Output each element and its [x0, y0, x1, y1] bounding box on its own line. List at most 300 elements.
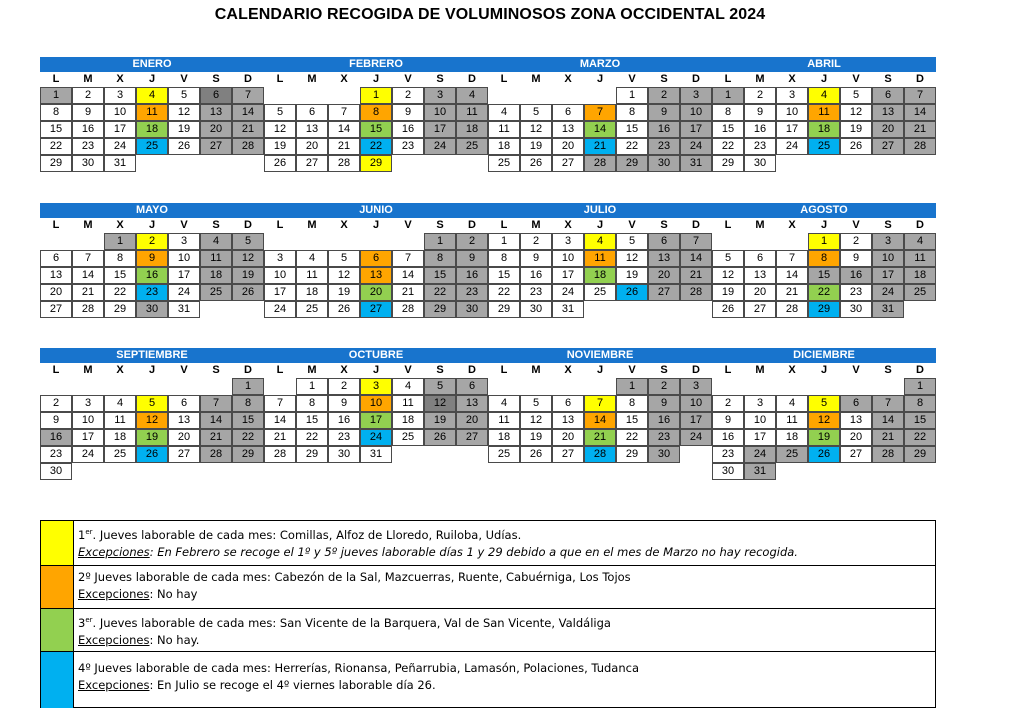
day-cell: 16: [648, 121, 680, 138]
day-cell: 6: [744, 250, 776, 267]
day-cell: 14: [584, 121, 616, 138]
day-cell: 19: [136, 429, 168, 446]
day-cell: 16: [648, 412, 680, 429]
day-cell: 25: [200, 284, 232, 301]
day-cell: 14: [776, 267, 808, 284]
month-noviembre: [488, 348, 712, 480]
weekday-label: S: [212, 364, 220, 376]
day-cell: 3: [680, 378, 712, 395]
day-cell: 5: [840, 87, 872, 104]
day-cell: 23: [840, 284, 872, 301]
weekday-label: X: [116, 219, 124, 231]
day-cell: 16: [392, 121, 424, 138]
weekday-label: S: [436, 219, 444, 231]
weekday-label: M: [755, 364, 765, 376]
day-cell: 21: [776, 284, 808, 301]
day-cell: 17: [360, 412, 392, 429]
month-header: SEPTIEMBRE: [40, 348, 264, 363]
day-cell: 9: [744, 104, 776, 121]
weekday-label: S: [436, 364, 444, 376]
day-cell: 4: [456, 87, 488, 104]
day-grid: [712, 87, 936, 189]
day-cell: 4: [904, 233, 936, 250]
day-cell: 26: [840, 138, 872, 155]
day-cell: 9: [712, 412, 744, 429]
day-grid: [264, 233, 488, 335]
weekday-label: L: [52, 219, 60, 231]
day-cell: 25: [456, 138, 488, 155]
day-cell: 26: [232, 284, 264, 301]
day-cell: 7: [72, 250, 104, 267]
weekday-label: M: [307, 364, 317, 376]
day-cell: 28: [392, 301, 424, 318]
day-cell: 14: [200, 412, 232, 429]
day-cell: 10: [552, 250, 584, 267]
day-cell: 14: [264, 412, 296, 429]
weekday-label: V: [180, 364, 188, 376]
day-cell: 31: [360, 446, 392, 463]
day-cell: 23: [40, 446, 72, 463]
day-cell: 30: [328, 446, 360, 463]
weekday-label: D: [244, 73, 252, 85]
day-cell: 20: [872, 121, 904, 138]
day-cell: 26: [520, 155, 552, 172]
day-cell: 17: [264, 284, 296, 301]
day-cell: 23: [72, 138, 104, 155]
day-cell: 29: [104, 301, 136, 318]
weekday-label: L: [276, 364, 284, 376]
day-cell: 13: [40, 267, 72, 284]
day-cell: 6: [296, 104, 328, 121]
legend-swatch-blue: [41, 652, 74, 708]
day-cell: 26: [808, 446, 840, 463]
day-cell: 29: [360, 155, 392, 172]
day-cell: 17: [72, 429, 104, 446]
weekday-label: X: [564, 219, 572, 231]
day-cell: 25: [776, 446, 808, 463]
day-cell: 17: [776, 121, 808, 138]
weekday-label: S: [212, 73, 220, 85]
day-cell: 26: [168, 138, 200, 155]
day-cell: 18: [488, 138, 520, 155]
day-cell: 17: [744, 429, 776, 446]
day-cell: 28: [904, 138, 936, 155]
weekday-label: J: [820, 364, 828, 376]
day-cell: 13: [200, 104, 232, 121]
day-cell: 9: [648, 395, 680, 412]
day-cell: 22: [424, 284, 456, 301]
day-cell: 2: [40, 395, 72, 412]
day-cell: 25: [488, 446, 520, 463]
day-cell: 3: [360, 378, 392, 395]
day-cell: 10: [680, 104, 712, 121]
day-cell: 28: [584, 155, 616, 172]
day-cell: 1: [616, 87, 648, 104]
day-grid: [264, 378, 488, 480]
day-cell: 8: [808, 250, 840, 267]
day-cell: 5: [808, 395, 840, 412]
day-cell: 4: [584, 233, 616, 250]
day-cell: 5: [616, 233, 648, 250]
day-cell: 12: [520, 412, 552, 429]
weekday-header: [40, 218, 264, 233]
day-cell: 7: [200, 395, 232, 412]
day-cell: 4: [488, 104, 520, 121]
weekday-label: J: [148, 219, 156, 231]
day-cell: 25: [392, 429, 424, 446]
day-cell: 12: [264, 121, 296, 138]
day-cell: 21: [232, 121, 264, 138]
day-cell: 4: [776, 395, 808, 412]
day-cell: 12: [808, 412, 840, 429]
weekday-label: X: [788, 364, 796, 376]
day-cell: 27: [648, 284, 680, 301]
day-cell: 18: [776, 429, 808, 446]
day-cell: 13: [168, 412, 200, 429]
weekday-header: [40, 363, 264, 378]
weekday-header: [264, 218, 488, 233]
day-cell: 20: [552, 429, 584, 446]
day-cell: 29: [904, 446, 936, 463]
weekday-label: M: [531, 73, 541, 85]
day-cell: 30: [712, 463, 744, 480]
day-cell: 8: [424, 250, 456, 267]
day-cell: 17: [680, 412, 712, 429]
weekday-label: L: [500, 219, 508, 231]
day-cell: 28: [264, 446, 296, 463]
month-header: FEBRERO: [264, 57, 488, 72]
day-cell: 9: [520, 250, 552, 267]
page-title: CALENDARIO RECOGIDA DE VOLUMINOSOS ZONA OCCIDENTAL 2024: [214, 6, 766, 23]
weekday-label: X: [788, 219, 796, 231]
day-cell: 4: [104, 395, 136, 412]
day-cell: 22: [104, 284, 136, 301]
day-cell: 14: [328, 121, 360, 138]
legend-swatch-orange: [41, 566, 74, 608]
day-cell: 25: [104, 446, 136, 463]
weekday-label: S: [660, 73, 668, 85]
weekday-header: [488, 363, 712, 378]
month-mayo: [40, 203, 264, 335]
day-cell: 24: [264, 301, 296, 318]
day-cell: 21: [72, 284, 104, 301]
day-cell: 29: [808, 301, 840, 318]
day-cell: 5: [264, 104, 296, 121]
day-cell: 11: [392, 395, 424, 412]
day-cell: 28: [200, 446, 232, 463]
day-cell: 2: [648, 378, 680, 395]
day-cell: 14: [584, 412, 616, 429]
day-grid: [40, 233, 264, 335]
day-cell: 2: [392, 87, 424, 104]
day-cell: 24: [424, 138, 456, 155]
day-cell: 28: [232, 138, 264, 155]
day-cell: 2: [648, 87, 680, 104]
weekday-label: D: [692, 73, 700, 85]
legend-row-1: 1er. Jueves laborable de cada mes: Comillas, Alfoz de Lloredo, Ruiloba, Udías. Excepciones: En Febrero se recoge el 1º y 5º jueves laborable días 1 y 29 debido a que en el mes de Marzo no hay recogida.: [41, 521, 935, 566]
day-cell: 28: [872, 446, 904, 463]
day-cell: 7: [680, 233, 712, 250]
day-cell: 1: [712, 87, 744, 104]
day-cell: 26: [136, 446, 168, 463]
day-cell: 31: [872, 301, 904, 318]
day-cell: 7: [872, 395, 904, 412]
month-header: DICIEMBRE: [712, 348, 936, 363]
day-cell: 16: [744, 121, 776, 138]
day-cell: 11: [776, 412, 808, 429]
weekday-label: L: [276, 219, 284, 231]
day-cell: 11: [488, 412, 520, 429]
day-grid: [40, 87, 264, 189]
weekday-label: V: [180, 73, 188, 85]
weekday-label: L: [500, 73, 508, 85]
day-cell: 30: [840, 301, 872, 318]
day-cell: 25: [904, 284, 936, 301]
month-header: JULIO: [488, 203, 712, 218]
day-cell: 13: [456, 395, 488, 412]
legend-row-3: 3er. Jueves laborable de cada mes: San Vicente de la Barquera, Val de San Vicente, Valdáliga Excepciones: No hay.: [41, 609, 935, 652]
day-cell: 12: [328, 267, 360, 284]
day-cell: 2: [712, 395, 744, 412]
day-cell: 3: [72, 395, 104, 412]
month-agosto: [712, 203, 936, 335]
day-cell: 19: [520, 138, 552, 155]
day-cell: 13: [744, 267, 776, 284]
day-cell: 7: [264, 395, 296, 412]
weekday-label: S: [884, 219, 892, 231]
day-cell: 16: [40, 429, 72, 446]
day-cell: 28: [72, 301, 104, 318]
day-cell: 10: [104, 104, 136, 121]
day-cell: 7: [232, 87, 264, 104]
day-cell: 24: [744, 446, 776, 463]
day-cell: 31: [104, 155, 136, 172]
day-cell: 13: [840, 412, 872, 429]
day-cell: 3: [872, 233, 904, 250]
day-cell: 18: [584, 267, 616, 284]
day-cell: 25: [136, 138, 168, 155]
day-cell: 22: [712, 138, 744, 155]
day-cell: 24: [104, 138, 136, 155]
day-cell: 23: [648, 429, 680, 446]
day-cell: 26: [712, 301, 744, 318]
day-cell: 22: [904, 429, 936, 446]
weekday-header: [488, 218, 712, 233]
day-cell: 29: [616, 155, 648, 172]
weekday-label: J: [596, 364, 604, 376]
day-cell: 16: [72, 121, 104, 138]
month-julio: [488, 203, 712, 335]
day-cell: 23: [744, 138, 776, 155]
weekday-label: D: [244, 364, 252, 376]
day-cell: 13: [552, 412, 584, 429]
weekday-label: S: [436, 73, 444, 85]
weekday-label: D: [916, 364, 924, 376]
day-cell: 2: [840, 233, 872, 250]
day-cell: 30: [520, 301, 552, 318]
day-cell: 23: [520, 284, 552, 301]
day-cell: 4: [200, 233, 232, 250]
day-cell: 20: [744, 284, 776, 301]
day-cell: 27: [840, 446, 872, 463]
day-cell: 5: [328, 250, 360, 267]
day-cell: 19: [264, 138, 296, 155]
day-cell: 5: [520, 104, 552, 121]
day-cell: 5: [520, 395, 552, 412]
weekday-label: J: [148, 364, 156, 376]
day-cell: 13: [872, 104, 904, 121]
weekday-label: M: [755, 73, 765, 85]
day-cell: 19: [168, 121, 200, 138]
day-cell: 27: [744, 301, 776, 318]
day-cell: 15: [40, 121, 72, 138]
day-cell: 28: [776, 301, 808, 318]
day-cell: 30: [648, 155, 680, 172]
day-cell: 20: [648, 267, 680, 284]
day-cell: 7: [904, 87, 936, 104]
day-cell: 8: [104, 250, 136, 267]
day-cell: 14: [904, 104, 936, 121]
weekday-header: [488, 72, 712, 87]
day-cell: 10: [776, 104, 808, 121]
day-cell: 13: [360, 267, 392, 284]
day-cell: 16: [328, 412, 360, 429]
day-cell: 12: [616, 250, 648, 267]
day-cell: 3: [680, 87, 712, 104]
day-cell: 17: [168, 267, 200, 284]
day-cell: 9: [392, 104, 424, 121]
day-cell: 1: [296, 378, 328, 395]
month-header: NOVIEMBRE: [488, 348, 712, 363]
day-cell: 8: [712, 104, 744, 121]
day-cell: 27: [552, 446, 584, 463]
day-cell: 15: [904, 412, 936, 429]
day-cell: 30: [136, 301, 168, 318]
day-cell: 29: [488, 301, 520, 318]
day-cell: 6: [552, 104, 584, 121]
day-cell: 30: [40, 463, 72, 480]
weekday-label: D: [692, 364, 700, 376]
day-cell: 12: [840, 104, 872, 121]
day-cell: 14: [872, 412, 904, 429]
day-cell: 22: [808, 284, 840, 301]
day-cell: 15: [360, 121, 392, 138]
day-cell: 31: [744, 463, 776, 480]
day-cell: 29: [40, 155, 72, 172]
weekday-header: [712, 218, 936, 233]
weekday-label: V: [180, 219, 188, 231]
day-cell: 26: [424, 429, 456, 446]
day-cell: 4: [488, 395, 520, 412]
day-cell: 27: [360, 301, 392, 318]
day-cell: 10: [360, 395, 392, 412]
day-cell: 6: [168, 395, 200, 412]
day-cell: 20: [200, 121, 232, 138]
month-febrero: [264, 57, 488, 189]
day-cell: 15: [232, 412, 264, 429]
weekday-label: V: [628, 73, 636, 85]
weekday-label: X: [116, 364, 124, 376]
weekday-label: M: [83, 73, 93, 85]
day-cell: 27: [456, 429, 488, 446]
day-cell: 5: [168, 87, 200, 104]
day-cell: 27: [296, 155, 328, 172]
day-cell: 29: [712, 155, 744, 172]
day-cell: 20: [360, 284, 392, 301]
weekday-label: D: [692, 219, 700, 231]
month-header: MARZO: [488, 57, 712, 72]
day-cell: 22: [360, 138, 392, 155]
day-cell: 23: [328, 429, 360, 446]
day-cell: 24: [360, 429, 392, 446]
weekday-label: L: [276, 73, 284, 85]
day-cell: 3: [776, 87, 808, 104]
weekday-label: V: [404, 73, 412, 85]
weekday-label: D: [468, 364, 476, 376]
day-cell: 7: [776, 250, 808, 267]
day-cell: 19: [328, 284, 360, 301]
day-cell: 5: [712, 250, 744, 267]
day-grid: [264, 87, 488, 189]
weekday-label: J: [820, 73, 828, 85]
day-cell: 1: [424, 233, 456, 250]
day-cell: 21: [904, 121, 936, 138]
day-cell: 21: [200, 429, 232, 446]
day-cell: 8: [904, 395, 936, 412]
day-cell: 21: [680, 267, 712, 284]
day-cell: 25: [584, 284, 616, 301]
day-cell: 11: [456, 104, 488, 121]
day-cell: 24: [872, 284, 904, 301]
day-cell: 10: [72, 412, 104, 429]
weekday-label: J: [148, 73, 156, 85]
day-cell: 29: [616, 446, 648, 463]
day-cell: 22: [488, 284, 520, 301]
weekday-label: M: [83, 219, 93, 231]
weekday-label: J: [596, 219, 604, 231]
day-cell: 10: [168, 250, 200, 267]
day-cell: 4: [136, 87, 168, 104]
weekday-label: D: [916, 73, 924, 85]
day-cell: 19: [424, 412, 456, 429]
weekday-label: M: [307, 73, 317, 85]
month-header: MAYO: [40, 203, 264, 218]
day-cell: 18: [904, 267, 936, 284]
day-cell: 22: [40, 138, 72, 155]
day-cell: 21: [264, 429, 296, 446]
day-cell: 11: [104, 412, 136, 429]
day-cell: 21: [584, 429, 616, 446]
weekday-label: X: [340, 219, 348, 231]
weekday-header: [40, 72, 264, 87]
day-cell: 31: [680, 155, 712, 172]
day-cell: 6: [552, 395, 584, 412]
day-cell: 27: [200, 138, 232, 155]
weekday-label: S: [884, 364, 892, 376]
weekday-label: V: [404, 219, 412, 231]
day-cell: 25: [296, 301, 328, 318]
day-cell: 20: [456, 412, 488, 429]
day-cell: 6: [360, 250, 392, 267]
day-cell: 15: [424, 267, 456, 284]
day-cell: 2: [72, 87, 104, 104]
day-cell: 19: [232, 267, 264, 284]
day-cell: 21: [392, 284, 424, 301]
day-cell: 18: [488, 429, 520, 446]
day-cell: 21: [328, 138, 360, 155]
day-cell: 1: [104, 233, 136, 250]
day-cell: 9: [136, 250, 168, 267]
